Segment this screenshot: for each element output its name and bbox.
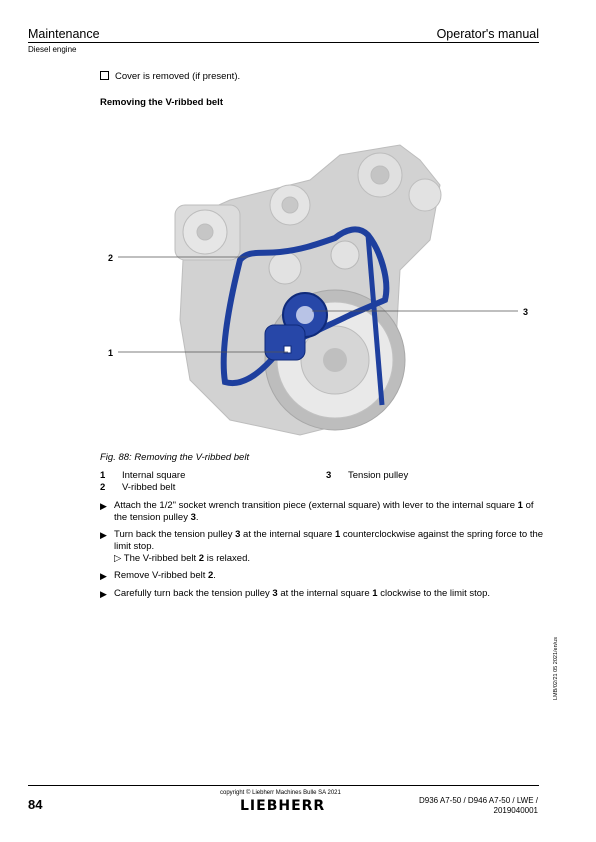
result-arrow-icon: ▷: [114, 553, 124, 564]
result-end: is relaxed.: [204, 553, 251, 564]
header-manual-type: Operator's manual: [436, 27, 539, 41]
section-title: Removing the V-ribbed belt: [100, 97, 223, 108]
precondition-item: [100, 71, 240, 82]
step-3-end: .: [213, 570, 216, 581]
legend-num-3: 3: [326, 470, 332, 481]
legend-text-1: Internal square: [122, 470, 186, 481]
ref-internal-square: 1: [372, 588, 378, 599]
callout-2: 2: [108, 253, 114, 263]
step-arrow-icon: ▶: [100, 571, 107, 581]
ref-internal-square: 1: [334, 529, 341, 540]
copyright-text: copyright © Liebherr Machines Bulle SA 2021: [220, 790, 341, 796]
step-3: [100, 570, 545, 582]
legend-num-1: 1: [100, 470, 106, 481]
header-title: Maintenance: [28, 27, 100, 41]
ref-internal-square: 1: [517, 500, 523, 511]
legend-num-2: 2: [100, 482, 106, 493]
document-number-line-2: 2019040001: [493, 806, 538, 815]
figure-legend: [100, 470, 440, 500]
result-text: The V-ribbed belt: [123, 553, 199, 564]
page-number: 84: [28, 797, 43, 812]
step-4-text: Carefully turn back the tension pulley: [114, 588, 273, 599]
step-arrow-icon: ▶: [100, 501, 107, 511]
legend-text-3: Tension pulley: [348, 470, 409, 481]
callout-3: 3: [523, 307, 529, 317]
ref-tension-pulley: 3: [235, 529, 241, 540]
header-subtitle: Diesel engine: [28, 45, 77, 54]
ref-belt: 2: [208, 570, 214, 581]
precondition-text: Cover is removed (if present).: [115, 71, 241, 82]
step-3-text: Remove V-ribbed belt: [114, 570, 208, 581]
step-2-text-2: at the internal square: [240, 529, 335, 540]
ref-tension-pulley: 3: [190, 512, 196, 523]
ref-belt: 2: [198, 553, 205, 564]
figure-caption: Fig. 88: Removing the V-ribbed belt: [100, 452, 250, 463]
engine-figure: [100, 120, 540, 450]
liebherr-logo: LIEBHERR: [240, 798, 326, 814]
step-1: [100, 500, 545, 524]
step-1-text: Attach the 1/2" socket wrench transition piece (external square) with lever to the internal square: [114, 500, 518, 511]
step-1-text-2: of the tension pulley: [114, 500, 534, 523]
step-arrow-icon: ▶: [100, 589, 107, 599]
header-rule: [28, 42, 539, 43]
step-4-text-2: at the internal square: [277, 588, 373, 599]
step-4: [100, 588, 545, 600]
legend-text-2: V-ribbed belt: [122, 482, 176, 493]
ref-tension-pulley: 3: [272, 588, 278, 599]
document-number-line-1: D936 A7-50 / D946 A7-50 / LWE /: [418, 796, 538, 805]
step-2-end: counterclockwise against the spring force to the limit stop.: [114, 529, 544, 552]
step-1-end: .: [195, 512, 199, 523]
footer-rule: [28, 785, 539, 786]
callout-1: 1: [108, 348, 114, 358]
step-2-result: [100, 553, 545, 565]
checkbox-icon: [100, 71, 109, 80]
step-2-text: Turn back the tension pulley: [114, 529, 236, 540]
step-arrow-icon: ▶: [100, 530, 107, 540]
side-document-code: LMB/02/21 05 2021/en/us: [553, 637, 559, 700]
step-2: [100, 529, 545, 553]
step-4-end: clockwise to the limit stop.: [377, 588, 491, 599]
